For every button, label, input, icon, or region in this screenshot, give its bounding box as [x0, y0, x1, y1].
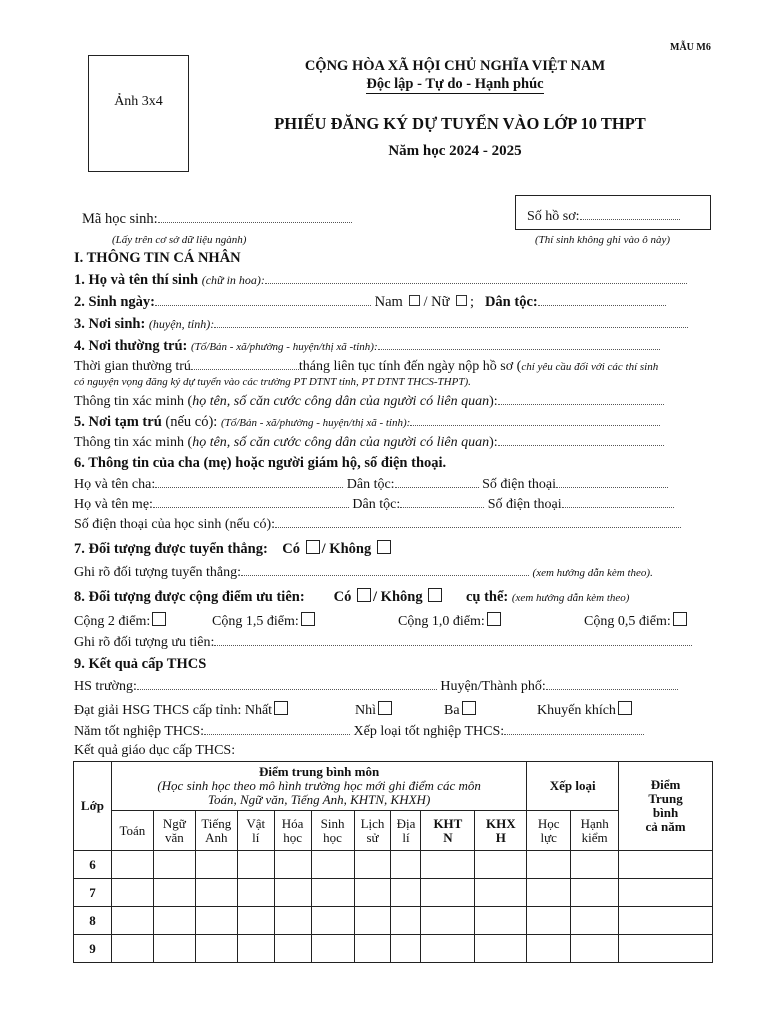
score-cell[interactable]: [153, 935, 195, 963]
file-number-field[interactable]: [527, 208, 680, 225]
score-cell[interactable]: [571, 851, 619, 879]
score-cell[interactable]: [421, 935, 475, 963]
mother-phone-label: Số điện thoại: [487, 497, 562, 512]
temp-residence-paren: (nếu có):: [165, 414, 218, 430]
grad-year-blank[interactable]: [204, 723, 350, 735]
grade-label: 9: [74, 935, 112, 963]
subject-header-row: [74, 811, 713, 851]
temp-verify-label: Thông tin xác minh (: [74, 435, 193, 450]
priority-no-label: / Không: [373, 589, 423, 605]
subject-header-line: Địa: [396, 815, 416, 831]
subject-header-line: KHT: [433, 815, 463, 831]
direct-admission-detail-row: [74, 564, 653, 581]
score-cell[interactable]: [571, 907, 619, 935]
year-avg-line-1: Điểm: [650, 777, 681, 792]
award-third-checkbox[interactable]: [462, 701, 476, 715]
birth-date-label: 2. Sinh ngày:: [74, 294, 155, 310]
verify-label: Thông tin xác minh (: [74, 394, 193, 409]
plus-05-label: Cộng 0,5 điểm:: [584, 614, 671, 629]
temp-residence-label: 5. Nơi tạm trú: [74, 414, 162, 430]
priority-detail-label: Ghi rõ đối tượng ưu tiên:: [74, 635, 215, 650]
score-cell[interactable]: [527, 851, 571, 879]
award-second-option: [355, 701, 394, 719]
plus-2-label: Cộng 2 điểm:: [74, 614, 151, 629]
verify-suffix: ):: [489, 394, 498, 409]
full-name-note: (chữ in hoa):: [201, 273, 265, 287]
avg-note-1: (Học sinh học theo mô hình trường học mới ghi điểm các môn: [157, 778, 481, 793]
score-cell[interactable]: [354, 879, 391, 907]
rank-header: Xếp loại: [527, 762, 619, 811]
score-cell[interactable]: [195, 851, 237, 879]
avg-header: [111, 762, 526, 811]
score-cell[interactable]: [475, 851, 527, 879]
secondary-results-title: 9. Kết quả cấp THCS: [74, 656, 207, 672]
table-row: [74, 851, 713, 879]
score-cell[interactable]: [195, 879, 237, 907]
year-avg-line-2: Trung: [648, 791, 683, 806]
subject-header: [153, 811, 195, 851]
school-year: Năm học 2024 - 2025: [388, 143, 522, 159]
residence-time-row: [74, 358, 658, 375]
temp-residence-blank[interactable]: [410, 414, 660, 426]
subject-header: [354, 811, 391, 851]
rank-subheader-line: lực: [540, 829, 557, 845]
award-encourage-option: [537, 701, 634, 719]
award-second-label: Nhì: [355, 703, 376, 718]
photo-label: Ảnh 3x4: [114, 94, 163, 109]
year-avg-line-4: cả năm: [645, 819, 686, 834]
residence-time-note-2: có nguyện vọng đăng ký dự tuyển vào các trường PT DTNT tỉnh, PT DTNT THCS-THPT).: [74, 376, 471, 388]
score-cell[interactable]: [391, 935, 421, 963]
birthplace-blank[interactable]: [214, 316, 688, 328]
form-title: PHIẾU ĐĂNG KÝ DỰ TUYỂN VÀO LỚP 10 THPT: [274, 114, 646, 133]
residence-label: 4. Nơi thường trú:: [74, 338, 188, 354]
score-cell[interactable]: [111, 907, 153, 935]
score-cell[interactable]: [311, 935, 354, 963]
grade-col-header: Lớp: [74, 762, 112, 851]
plus-10-checkbox[interactable]: [487, 612, 501, 626]
parent-info-title: 6. Thông tin của cha (mẹ) hoặc người giám hộ, số điện thoại.: [74, 455, 447, 471]
score-cell[interactable]: [195, 907, 237, 935]
score-cell[interactable]: [619, 879, 713, 907]
grades-table: [73, 761, 713, 963]
mother-name-blank[interactable]: [153, 496, 349, 508]
grad-year-label: Năm tốt nghiệp THCS:: [74, 724, 205, 739]
school-row: [74, 678, 678, 695]
subject-header: [195, 811, 237, 851]
file-number-box: [515, 195, 711, 230]
priority-row: [74, 588, 629, 606]
edu-result-label: Kết quả giáo dục cấp THCS:: [74, 743, 236, 758]
subject-header-line: Ngữ: [162, 815, 186, 831]
award-encourage-label: Khuyến khích: [537, 703, 616, 718]
priority-yes-label: Có: [333, 589, 352, 605]
residence-time-suffix: tháng liên tục tính đến ngày nộp hồ sơ (: [298, 359, 522, 374]
residence-blank[interactable]: [378, 338, 660, 350]
rank-subheader-line: Hạnh: [580, 815, 609, 831]
avg-note-2: Toán, Ngữ văn, Tiếng Anh, KHTN, KHXH): [207, 792, 431, 807]
grad-rank-label: Xếp loại tốt nghiệp THCS:: [353, 724, 505, 739]
subject-header-line: lí: [252, 829, 260, 845]
student-id-field[interactable]: [82, 211, 352, 228]
residence-verify-blank[interactable]: [498, 393, 664, 405]
father-ethnic-label: Dân tộc:: [346, 477, 395, 492]
score-cell[interactable]: [391, 879, 421, 907]
direct-admission-yes-label: Có: [282, 541, 301, 557]
father-name-blank[interactable]: [155, 476, 343, 488]
avg-title: Điểm trung bình môn: [258, 764, 380, 779]
award-first-label: Nhất: [244, 703, 273, 718]
gender-female-label: / Nữ: [423, 294, 450, 310]
score-cell[interactable]: [527, 935, 571, 963]
mother-row: [74, 496, 674, 513]
gender-female-checkbox[interactable]: [456, 295, 467, 306]
section-title-personal: I. THÔNG TIN CÁ NHÂN: [74, 250, 241, 266]
gender-male-checkbox[interactable]: [409, 295, 420, 306]
direct-admission-no-checkbox[interactable]: [377, 540, 391, 554]
father-phone-label: Số điện thoại: [482, 477, 556, 492]
score-cell[interactable]: [274, 879, 311, 907]
award-row: [74, 701, 290, 719]
priority-yes-checkbox[interactable]: [357, 588, 371, 602]
district-label: Huyện/Thành phố:: [440, 679, 546, 694]
temp-verify-blank[interactable]: [498, 434, 664, 446]
subject-header-line: Lịch: [360, 815, 385, 831]
score-cell[interactable]: [475, 879, 527, 907]
direct-admission-label: 7. Đối tượng được tuyển thẳng:: [74, 541, 268, 557]
score-cell[interactable]: [391, 907, 421, 935]
grade-label: 8: [74, 907, 112, 935]
grade-label: 6: [74, 851, 112, 879]
residence-time-blank[interactable]: [191, 358, 299, 370]
score-cell[interactable]: [237, 935, 274, 963]
plus-10-option: [398, 612, 503, 630]
score-cell[interactable]: [354, 935, 391, 963]
student-phone-label: Số điện thoại của học sinh (nếu có):: [74, 517, 276, 532]
score-cell[interactable]: [111, 851, 153, 879]
mother-ethnic-label: Dân tộc:: [352, 497, 401, 512]
verify-note: họ tên, số căn cước công dân của người có liên quan: [192, 394, 490, 409]
score-cell[interactable]: [237, 879, 274, 907]
temp-verify-row: [74, 434, 664, 451]
country-name: CỘNG HÒA XÃ HỘI CHỦ NGHĨA VIỆT NAM: [304, 58, 606, 74]
mother-ethnic-blank[interactable]: [400, 496, 484, 508]
mother-phone-blank[interactable]: [562, 496, 674, 508]
plus-15-option: [212, 612, 317, 630]
award-encourage-checkbox[interactable]: [618, 701, 632, 715]
father-row: [74, 476, 668, 493]
priority-specific-note: (xem hướng dẫn kèm theo): [511, 592, 630, 604]
residence-time-note: chỉ yêu cầu đối với các thí sinh: [521, 361, 659, 373]
score-cell[interactable]: [619, 935, 713, 963]
subject-header-line: học: [283, 829, 303, 845]
student-phone-row: [74, 516, 681, 533]
priority-detail-blank[interactable]: [214, 634, 692, 646]
plus-2-checkbox[interactable]: [152, 612, 166, 626]
award-second-checkbox[interactable]: [378, 701, 392, 715]
student-id-label: Mã học sinh:: [82, 211, 158, 227]
full-name-blank[interactable]: [265, 272, 687, 284]
subject-header: [311, 811, 354, 851]
score-cell[interactable]: [237, 851, 274, 879]
subject-header-line: Vật: [246, 815, 266, 831]
plus-15-checkbox[interactable]: [301, 612, 315, 626]
subject-header: [391, 811, 421, 851]
score-cell[interactable]: [619, 851, 713, 879]
plus-15-label: Cộng 1,5 điểm:: [212, 614, 299, 629]
score-cell[interactable]: [274, 935, 311, 963]
score-cell[interactable]: [274, 851, 311, 879]
award-third-option: [444, 701, 478, 719]
score-cell[interactable]: [111, 935, 153, 963]
district-blank[interactable]: [546, 678, 678, 690]
score-cell[interactable]: [571, 879, 619, 907]
subject-header-line: Toán: [119, 822, 146, 838]
mother-label: Họ và tên mẹ:: [74, 497, 153, 512]
residence-note: (Tổ/Bản - xã/phường - huyện/thị xã -tỉnh):: [191, 341, 378, 353]
subject-header: [274, 811, 311, 851]
form-code: MẪU M6: [670, 42, 711, 53]
graduation-row: [74, 723, 644, 740]
score-cell[interactable]: [354, 907, 391, 935]
father-ethnic-blank[interactable]: [395, 476, 479, 488]
subject-header-line: lí: [402, 829, 410, 845]
score-cell[interactable]: [421, 851, 475, 879]
residence-time-label: Thời gian thường trú: [74, 359, 191, 374]
father-label: Họ và tên cha:: [74, 477, 156, 492]
plus-2-option: [74, 612, 168, 630]
rank-subheader-line: kiểm: [581, 829, 608, 845]
score-cell[interactable]: [421, 879, 475, 907]
birthplace-label: 3. Nơi sinh:: [74, 316, 146, 332]
direct-admission-detail-label: Ghi rõ đối tượng tuyển thẳng:: [74, 565, 242, 580]
grad-rank-blank[interactable]: [504, 723, 644, 735]
priority-specific-label: cụ thể:: [465, 589, 509, 605]
motto: Độc lập - Tự do - Hạnh phúc: [366, 76, 544, 92]
subject-header-line: Hóa: [281, 815, 304, 831]
award-first-checkbox[interactable]: [274, 701, 288, 715]
ethnic-blank[interactable]: [538, 294, 666, 306]
direct-admission-yes-checkbox[interactable]: [306, 540, 320, 554]
rank-subheader: [571, 811, 619, 851]
rank-subheader: [527, 811, 571, 851]
score-cell[interactable]: [571, 935, 619, 963]
score-cell[interactable]: [311, 907, 354, 935]
plus-05-checkbox[interactable]: [673, 612, 687, 626]
score-cell[interactable]: [527, 879, 571, 907]
subject-header: [111, 811, 153, 851]
score-cell[interactable]: [421, 907, 475, 935]
full-name-row: [74, 272, 687, 289]
birthplace-note: (huyện, tỉnh):: [148, 317, 215, 331]
subject-header: [237, 811, 274, 851]
direct-admission-guide-note: (xem hướng dẫn kèm theo).: [532, 567, 653, 579]
subject-header-line: văn: [164, 829, 184, 845]
school-blank[interactable]: [137, 678, 437, 690]
residence-verify-row: [74, 393, 664, 410]
table-row: [74, 935, 713, 963]
ethnic-label: Dân tộc:: [484, 294, 538, 310]
student-phone-blank[interactable]: [275, 516, 681, 528]
year-avg-header: [619, 762, 713, 851]
subject-header-line: KHX: [485, 815, 516, 831]
school-label: HS trường:: [74, 679, 137, 694]
full-name-label: 1. Họ và tên thí sinh: [74, 272, 199, 288]
score-cell[interactable]: [354, 851, 391, 879]
subject-header: [421, 811, 475, 851]
subject-header-line: Tiếng: [201, 815, 232, 831]
table-row: [74, 879, 713, 907]
score-cell[interactable]: [391, 851, 421, 879]
year-avg-line-3: bình: [652, 805, 679, 820]
student-id-blank[interactable]: [158, 211, 352, 223]
award-label: Đạt giải HSG THCS cấp tỉnh:: [74, 703, 242, 718]
temp-verify-note: họ tên, số căn cước công dân của người có liên quan: [192, 435, 490, 450]
temp-residence-row: [74, 414, 660, 431]
score-cell[interactable]: [153, 851, 195, 879]
residence-row: [74, 338, 660, 355]
score-cell[interactable]: [153, 907, 195, 935]
photo-box: [88, 55, 189, 172]
priority-label: 8. Đối tượng được cộng điểm ưu tiên:: [74, 589, 305, 605]
gender-separator: ;: [470, 294, 475, 310]
score-cell[interactable]: [153, 879, 195, 907]
temp-residence-note: (Tổ/Bản - xã/phường - huyện/thị xã - tỉnh):: [220, 417, 411, 429]
plus-05-option: [584, 612, 689, 630]
subject-header-line: Anh: [205, 829, 228, 845]
score-cell[interactable]: [237, 907, 274, 935]
gender-male-label: Nam: [374, 294, 403, 310]
score-cell[interactable]: [619, 907, 713, 935]
score-cell[interactable]: [475, 907, 527, 935]
direct-admission-row: [74, 540, 393, 558]
birthplace-row: [74, 316, 688, 333]
priority-no-checkbox[interactable]: [428, 588, 442, 602]
subject-header-line: Sinh: [320, 815, 345, 831]
score-cell[interactable]: [311, 851, 354, 879]
birth-row: [74, 294, 666, 311]
direct-admission-detail-blank[interactable]: [241, 564, 529, 576]
subject-header-line: H: [495, 829, 506, 845]
file-number-blank[interactable]: [580, 208, 680, 220]
file-number-label: Số hồ sơ:: [527, 209, 580, 224]
birth-date-blank[interactable]: [155, 294, 371, 306]
subject-header-line: sử: [366, 829, 379, 845]
grade-label: 7: [74, 879, 112, 907]
direct-admission-no-label: / Không: [321, 541, 372, 557]
subject-header-line: học: [323, 829, 342, 845]
temp-verify-suffix: ):: [489, 435, 498, 450]
father-phone-blank[interactable]: [556, 476, 668, 488]
file-number-note: (Thí sinh không ghi vào ô này): [535, 234, 671, 246]
priority-detail-row: [74, 634, 692, 651]
plus-10-label: Cộng 1,0 điểm:: [398, 614, 485, 629]
score-cell[interactable]: [311, 879, 354, 907]
score-cell[interactable]: [527, 907, 571, 935]
score-cell[interactable]: [195, 935, 237, 963]
score-cell[interactable]: [475, 935, 527, 963]
student-id-note: (Lấy trên cơ sở dữ liệu ngành): [112, 234, 247, 246]
table-row: [74, 907, 713, 935]
rank-subheader-line: Học: [537, 815, 560, 831]
subject-header: [475, 811, 527, 851]
score-cell[interactable]: [111, 879, 153, 907]
score-cell[interactable]: [274, 907, 311, 935]
subject-header-line: N: [443, 829, 453, 845]
award-third-label: Ba: [444, 703, 460, 718]
